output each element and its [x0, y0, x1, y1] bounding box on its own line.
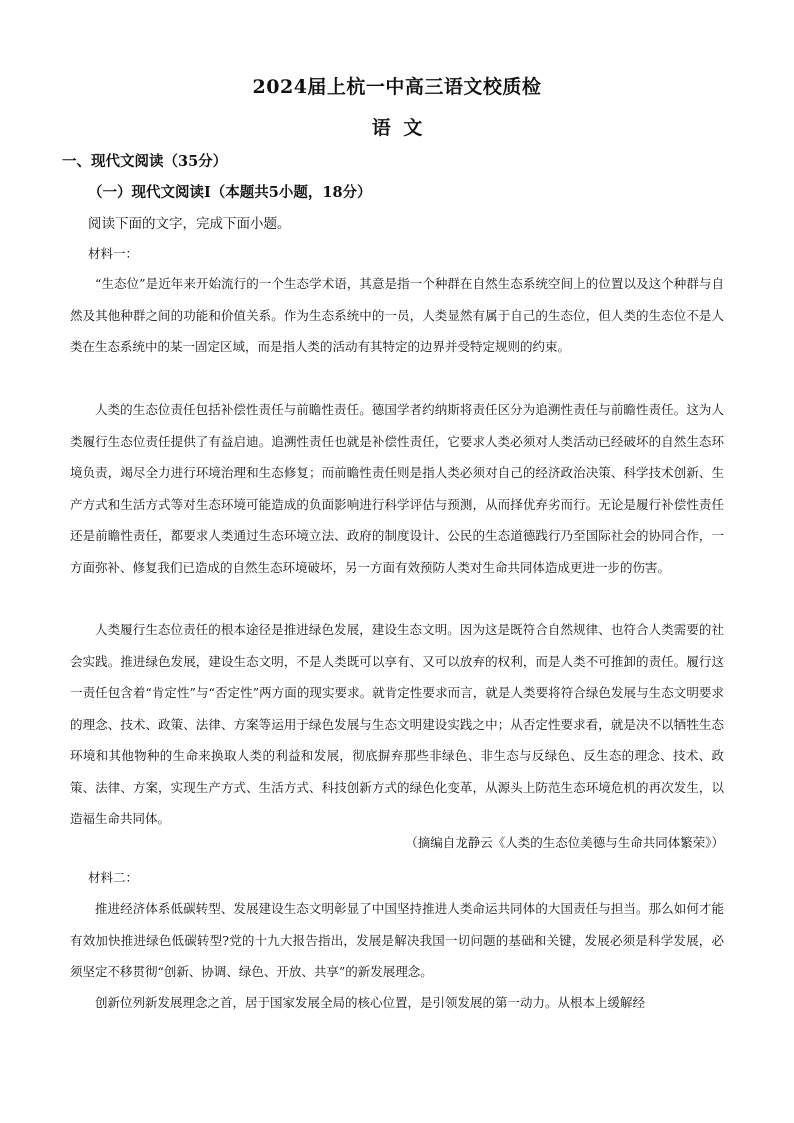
subject-title: 语 文	[371, 117, 423, 139]
material-one-paragraph: 人类的生态位责任包括补偿性责任与前瞻性责任。德国学者约纳斯将责任区分为追溯性责任与前瞻性责任。这为人类履行生态位责任提供了有益启迪。追溯性责任也就是补偿性责任，它要求人类必须对人类活动已经破坏的自然生态环境负责，竭尽全力进行环境治理和生态修复；而前瞻性责任则是指人类必须对自己的经济政治决策、科学技术创新、生产方式和生活方式等对生态环境可能造成的负面影响进行科学评估与预测，从而择优弃劣而行。无论是履行补偿性责任还是前瞻性责任，都要求人类通过生态环境立法、政府的制度设计、公民的生态道德践行乃至国际社会的协同合作，一方面弥补、修复我们已造成的自然生态环境破坏，另一方面有效预防人类对生命共同体造成更进一步的伤害。	[70, 402, 724, 575]
material-two-paragraph: 创新位列新发展理念之首，居于国家发展全局的核心位置，是引领发展的第一动力。从根本上缓解经	[95, 995, 646, 1010]
source-citation: （摘编自龙静云《人类的生态位美德与生命共同体繁荣》）	[405, 835, 724, 850]
material-two-paragraph: 推进经济体系低碳转型、发展建设生态文明彰显了中国坚持推进人类命运共同体的大国责任与担当。那么如何才能有效加快推进绿色低碳转型?党的十九大报告指出，发展是解决我国一切问题的基础和关键，发展必须是科学发展，必须坚定不移贯彻“创新、协调、绿色、开放、共享”的新发展理念。	[70, 901, 724, 979]
exam-title: 2024届上杭一中高三语文校质检	[252, 76, 542, 98]
subsection-heading: （一）现代文阅读Ⅰ（本题共5小题，18分）	[88, 184, 372, 201]
material-one-paragraph: “生态位”是近年来开始流行的一个生态学术语，其意是指一个种群在自然生态系统空间上的位置以及这个种群与自然及其他种群之间的功能和价值关系。作为生态系统中的一员，人类显然有属于自己的生态位，但人类的生态位不是人类在生态系统中的某一固定区域，而是指人类的活动有其特定的边界并受特定规则的约束。	[70, 276, 724, 354]
reading-instruction: 阅读下面的文字，完成下面小题。	[88, 216, 291, 232]
section-heading: 一、现代文阅读（35分）	[62, 153, 228, 170]
material-two-label: 材料二：	[88, 870, 139, 885]
material-one-paragraph: 人类履行生态位责任的根本途径是推进绿色发展，建设生态文明。因为这是既符合自然规律、也符合人类需要的社会实践。推进绿色发展，建设生态文明，不是人类既可以享有、又可以放弃的权利，而是人类不可推卸的责任。履行这一责任包含着“肯定性”与“否定性”两方面的现实要求。就肯定性要求而言，就是人类要将符合绿色发展与生态文明要求的理念、技术、政策、法律、方案等运用于绿色发展与生态文明建设实践之中；从否定性要求看，就是决不以牺牲生态环境和其他物种的生命来换取人类的利益和发展，彻底摒弃那些非绿色、非生态与反绿色、反生态的理念、技术、政策、法律、方案，实现生产方式、生活方式、科技创新方式的绿色化变革，从源头上防范生态环境危机的再次发生，以造福生命共同体。	[70, 622, 724, 826]
material-one-label: 材料一：	[88, 246, 139, 261]
